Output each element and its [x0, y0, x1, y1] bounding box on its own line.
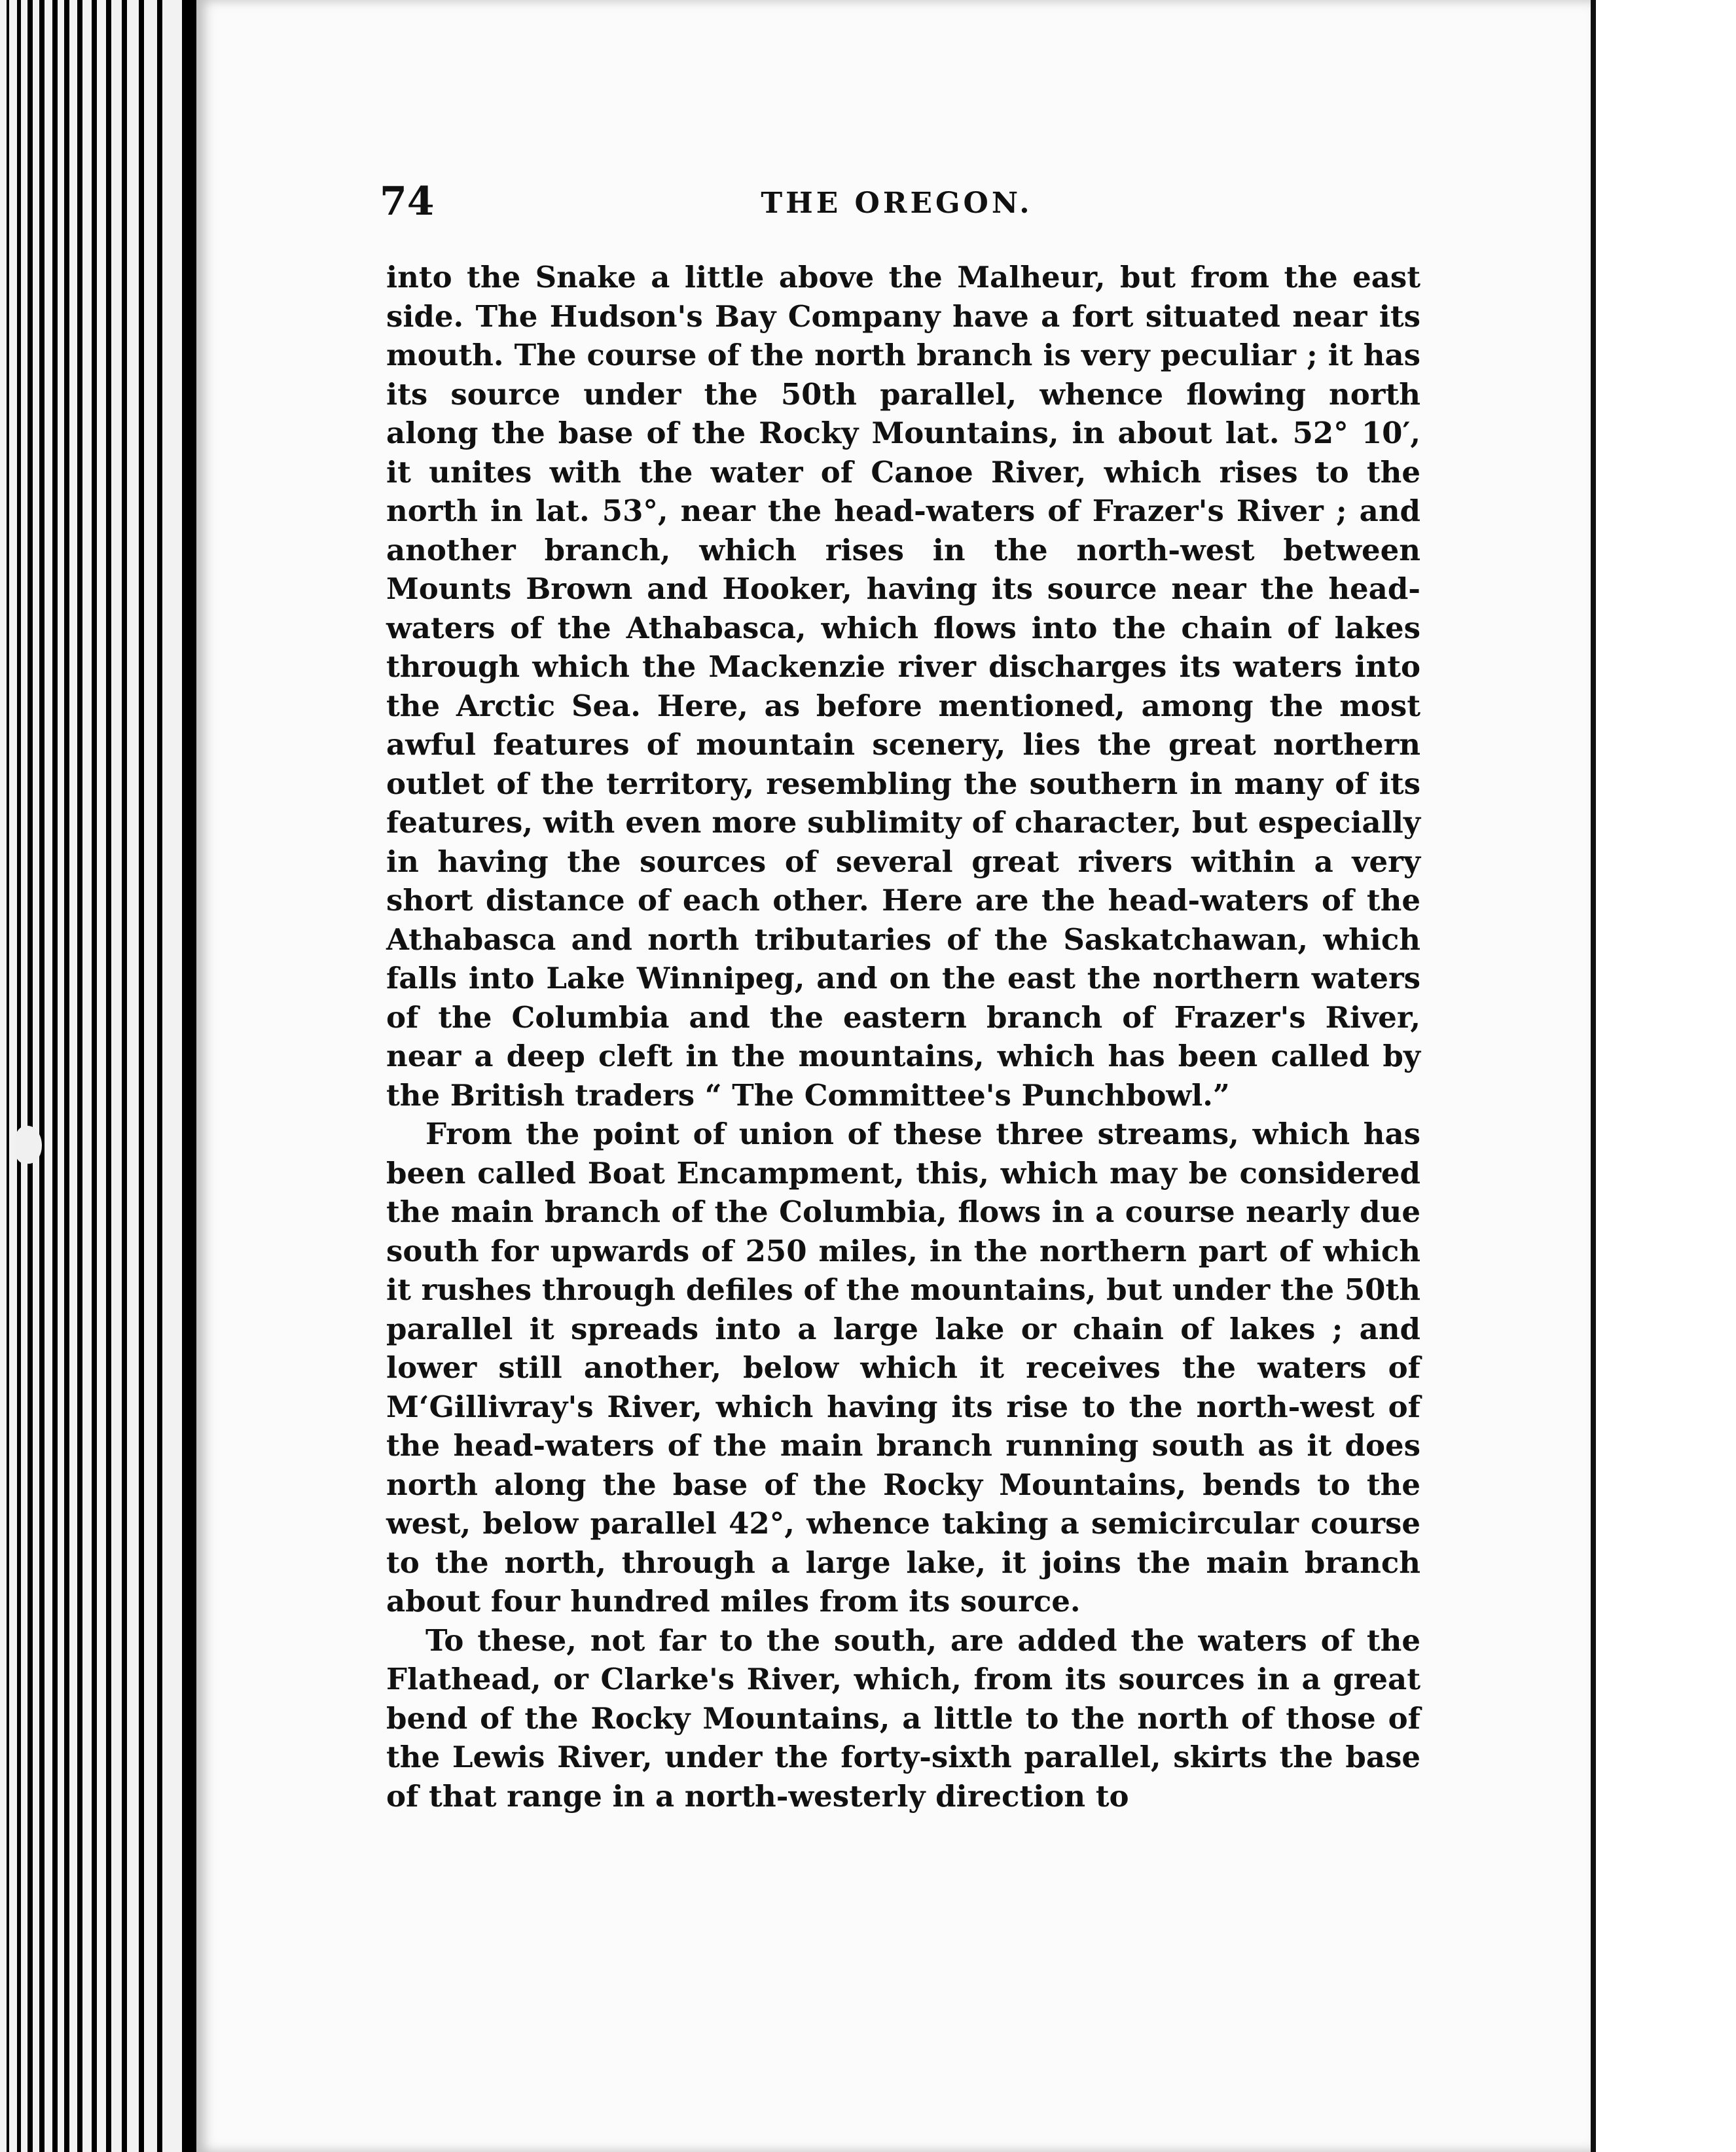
page-edge	[45, 0, 52, 2152]
page-edge	[69, 0, 77, 2152]
page-edge	[58, 0, 64, 2152]
page-edge	[33, 0, 39, 2152]
page-edge	[111, 0, 122, 2152]
running-head	[380, 175, 1414, 228]
body-text	[386, 258, 1420, 1816]
paragraph: To these, not far to the south, are added the waters of the Flathead, or Clarke's River, which, from its sources in a great bend of the Rocky Mountains, a little to the north of those of the Lewis River, under the forty-sixth parallel, skirts the base of that range in a north-westerly direction to	[386, 1623, 1420, 1814]
page-number: 74	[380, 179, 435, 224]
page-edge	[127, 0, 139, 2152]
running-title: THE OREGON.	[761, 187, 1033, 220]
paper-blemish	[14, 1126, 42, 1164]
paragraph: into the Snake a little above the Malheur, but from the east side. The Hudson's Bay Company have a fort situated near its mouth. The course of the north branch is very peculiar ; it has its source under the 50th parallel, whence flowing north along the base of the Rocky Mountains, in about lat. 52° 10′, it unites with the water of Canoe River, which rises to the north in lat. 53°, near the head-waters of Frazer's River ; and another branch, which rises in the north-west between Mounts Brown and Hooker, having its source near the head-waters of the Athabasca, which flows into the chain of lakes through which the Mackenzie river discharges its waters into the Arctic Sea. Here, as before mentioned, among the most awful features of mountain scenery, lies the great northern outlet of the territory, resembling the southern in many of its features, with even more sublimity of character, but especially in having the sources of several great rivers within a very short distance of each other. Here are the head-waters of the Athabasca and north tributaries of the Saskatchawan, which falls into Lake Winnipeg, and on the east the northern waters of the Columbia and the eastern branch of Frazer's River, near a deep cleft in the mountains, which has been called by the British traders “ The Committee's Punchbowl.”	[386, 260, 1420, 1113]
page-edge	[21, 0, 27, 2152]
page-edge	[144, 0, 157, 2152]
page-edge	[9, 0, 17, 2152]
page-edge	[82, 0, 92, 2152]
page-edge	[0, 0, 7, 2152]
facing-page-strip	[1591, 0, 1736, 2152]
paragraph: From the point of union of these three streams, which has been called Boat Encampment, this, which may be considered the main branch of the Columbia, flows in a course nearly due south for upwards of 250 miles, in the northern part of which it rushes through defiles of the mountains, but under the 50th parallel it spreads into a large lake or chain of lakes ; and lower still another, below which it receives the waters of M‘Gillivray's River, which having its rise to the north-west of the head-waters of the main branch running south as it does north along the base of the Rocky Mountains, bends to the west, below parallel 42°, whence taking a semicircular course to the north, through a large lake, it joins the main branch about four hundred miles from its source.	[386, 1117, 1420, 1619]
page-edge	[162, 0, 182, 2152]
page-edge	[97, 0, 106, 2152]
